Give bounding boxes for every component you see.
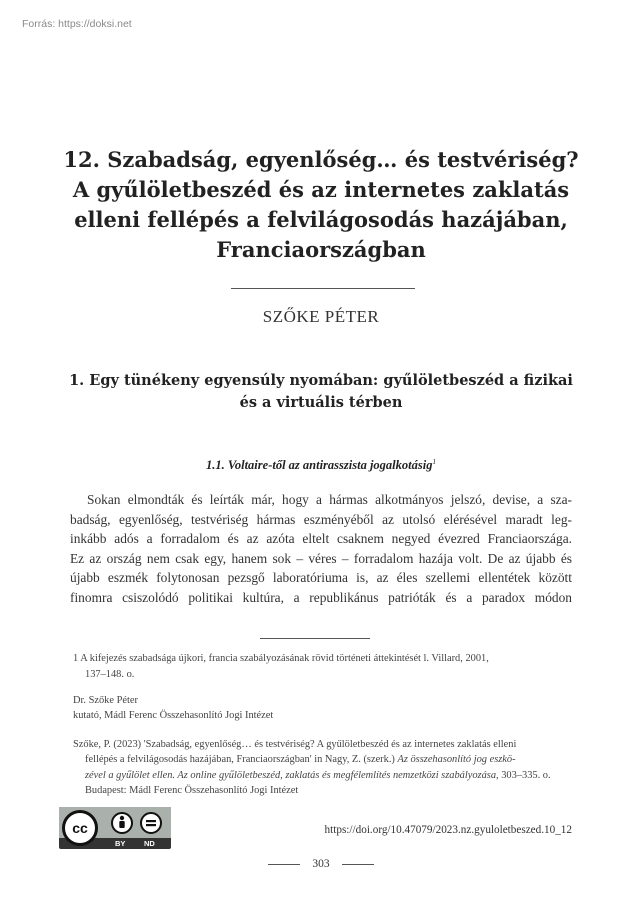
footnote-marker[interactable]: 1 bbox=[432, 458, 436, 466]
citation bbox=[73, 737, 573, 798]
citation-book-title: zével a gyűlölet ellen. Az online gyűlöletbeszéd, zaklatás és megfélemlítés nemzetközi szabályozása bbox=[85, 769, 497, 781]
cc-icon: cc bbox=[62, 810, 98, 846]
page-footer bbox=[0, 858, 642, 870]
citation-text: fellépés a felvilágosodás hazájában, Franciaországban' in Nagy, Z. (szerk.) bbox=[85, 754, 398, 766]
chapter-title-line: elleni fellépés a felvilágosodás hazájában, bbox=[74, 207, 568, 232]
affiliation-name: Dr. Szőke Péter bbox=[73, 695, 138, 706]
body-line: inkább adós a forradalom és az azóta eltelt csaknem negyed évezred Franciaországa. bbox=[70, 531, 572, 546]
body-line: újabb eszmék folytonosan pezsgő laboratóriuma is, az éles szellemi ellentétek között bbox=[70, 570, 572, 585]
page-number-rule-right bbox=[342, 864, 374, 865]
body-paragraph bbox=[70, 490, 572, 607]
section-title-line: és a virtuális térben bbox=[239, 394, 403, 411]
subsection-title bbox=[0, 458, 642, 473]
page-number-rule-left bbox=[268, 864, 300, 865]
chapter-title-line: Franciaországban bbox=[216, 237, 426, 262]
footnote bbox=[73, 651, 573, 682]
author-affiliation bbox=[73, 694, 273, 723]
chapter-title-line: A gyűlöletbeszéd és az internetes zaklatás bbox=[72, 177, 570, 202]
footnote-line: 1 A kifejezés szabadsága újkori, francia szabályozásának rövid történeti áttekintését l. Villard, 2001, bbox=[73, 653, 489, 664]
citation-line bbox=[73, 752, 573, 767]
body-line: finomra csiszolódó politikai kultúra, a republikánus patrióták és a paradox módon bbox=[70, 589, 572, 605]
footnote-line: 137–148. o. bbox=[85, 668, 135, 680]
body-line: Ez az ország nem csak egy, hanem sok – véres – forradalom hazája volt. De az újabb és bbox=[70, 550, 572, 566]
chapter-title bbox=[40, 145, 602, 265]
citation-book-title: Az összehasonlító jog eszkö- bbox=[397, 754, 516, 766]
author-name: SZŐKE PÉTER bbox=[262, 307, 380, 326]
doi-link[interactable]: https://doi.org/10.47079/2023.nz.gyuloletbeszed.10_12 bbox=[324, 824, 572, 836]
section-title bbox=[50, 370, 592, 414]
cc-nd-label: ND bbox=[144, 839, 155, 848]
source-note[interactable]: Forrás: https://doksi.net bbox=[22, 18, 132, 30]
no-derivatives-equals-icon bbox=[140, 812, 162, 834]
cc-license-badge[interactable] bbox=[59, 807, 171, 849]
affiliation-role: kutató, Mádl Ferenc Összehasonlító Jogi Intézet bbox=[73, 709, 274, 721]
citation-line: Budapest: Mádl Ferenc Összehasonlító Jogi Intézet bbox=[85, 784, 299, 796]
cc-by-label: BY bbox=[115, 839, 126, 848]
footnote-divider bbox=[260, 638, 370, 639]
page-number: 303 bbox=[312, 858, 330, 870]
section-title-line: 1. Egy tünékeny egyensúly nyomában: gyűlöletbeszéd a fizikai bbox=[69, 372, 573, 389]
citation-line bbox=[73, 768, 573, 783]
citation-line: Szőke, P. (2023) 'Szabadság, egyenlőség… és testvériség? A gyűlöletbeszéd és az internetes zaklatás elleni bbox=[73, 739, 517, 750]
body-line: Sokan elmondták és leírták már, hogy a hármas alkotmányos jelszó, devise, a sza- bbox=[87, 492, 572, 507]
chapter-title-line: 12. Szabadság, egyenlőség… és testvériség? bbox=[63, 147, 579, 172]
title-divider bbox=[231, 288, 415, 289]
body-line: badság, egyenlőség, testvériség hármas eszményéből az utolsó elérésével maradt leg- bbox=[70, 511, 572, 527]
attribution-person-icon bbox=[111, 812, 133, 834]
subsection-title-text: 1.1. Voltaire-től az antirasszista jogalkotásig bbox=[206, 458, 433, 473]
citation-pages: , 303–335. o. bbox=[496, 769, 551, 781]
